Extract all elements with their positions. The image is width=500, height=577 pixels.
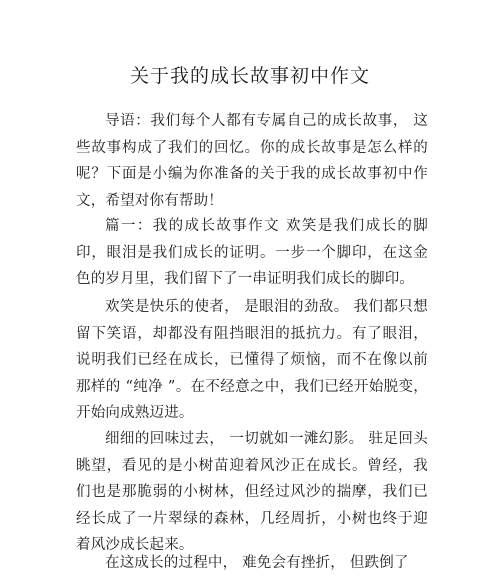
paragraph-1: 篇一：我的成长故事作文 欢笑是我们成长的脚印，眼泪是我们成长的证明。一步一个脚印，在这金色的岁月里，我们留下了一串证明我们成长的脚印。 (76, 218, 428, 287)
paragraph-2: 欢笑是快乐的使者， 是眼泪的劲敌。 我们都只想留下笑语，却都没有阻挡眼泪的抵抗力。有了眼泪，说明我们已经在成长，已懂得了烦恼，而不在像以前那样的 “纯净 ”。在不经意之中，我们已经开始脱变，开始向成熟迈进。 (76, 299, 428, 421)
paragraph-intro: 导语：我们每个人都有专属自己的成长故事， 这些故事构成了我们的回忆。你的成长故事是怎么样的呢？下面是小编为你准备的关于我的成长故事初中作文，希望对你有帮助！ (76, 113, 428, 209)
document-title: 关于我的成长故事初中作文 (129, 65, 370, 87)
paragraph-3: 细细的回味过去， 一切就如一滩幻影。 驻足回头眺望，看见的是小树苗迎着风沙正在成长。曾经，我们也是那脆弱的小树林，但经过风沙的揣摩，我们已经长成了一片翠绿的森林，几经周折，小树也终于迎着风沙成长起来。 (76, 431, 428, 553)
paragraph-4-partial: 在这成长的过程中， 难免会有挫折， 但跌倒了 (105, 555, 409, 571)
